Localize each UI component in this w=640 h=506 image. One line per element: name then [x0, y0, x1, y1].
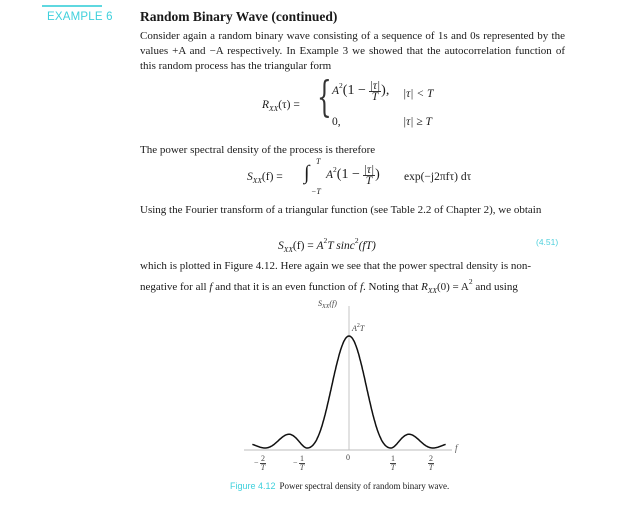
- psd-integral-lhs: $S_{XX}(f)$ =: [247, 171, 283, 185]
- figure-caption: [230, 481, 449, 491]
- psd-integrand: $A^2(1$ − $\frac{|\tau|}{T}$ ): [326, 164, 380, 187]
- integral-sign: ∫: [304, 162, 310, 184]
- integral-upper-limit: T: [316, 157, 321, 166]
- psd-kernel: exp(−j2πfτ) dτ: [404, 171, 472, 183]
- tick-zero: 0: [346, 453, 350, 462]
- integral-lower-limit: −T: [311, 187, 321, 196]
- autocorr-case2-value: 0,: [332, 116, 341, 128]
- figure-number: Figure 4.12: [230, 481, 276, 491]
- peak-label: $A^2T$: [352, 323, 365, 333]
- tick-neg-1-over-T: − 1 T: [293, 454, 305, 472]
- fourier-paragraph: Using the Fourier transform of a triangular function (see Table 2.2 of Chapter 2), we obtain: [140, 204, 542, 216]
- intro-paragraph: Consider again a random binary wave consisting of a sequence of 1s and 0s represented by the values +A and −A respectively. In Example 3 we showed that the autocorrelation function of this random process has the triangular form: [140, 30, 565, 72]
- y-axis-label: $S_{XX}(f)$: [318, 299, 337, 310]
- x-axis-label: f: [455, 443, 458, 453]
- tick-neg-2-over-T: − 2 T: [254, 454, 266, 472]
- autocorr-lhs: $R_{XX}(\tau)$ =: [262, 99, 300, 113]
- conclusion-line-2: negative for all f and that it is an even function of f. Noting that $R_{XX}(0) = A^2$ and using: [140, 277, 518, 295]
- tick-1-over-T: 1 T: [390, 454, 396, 472]
- autocorr-case1: $A^2(1$ − $\frac{|\tau|}{T}$ ),: [332, 80, 390, 103]
- example-label: EXAMPLE 6: [47, 11, 113, 23]
- tick-2-over-T: 2 T: [428, 454, 434, 472]
- caption-text: Power spectral density of random binary wave.: [279, 481, 450, 491]
- autocorr-case1-condition: |τ| < T: [403, 88, 434, 100]
- equation-number: (4.51): [536, 237, 559, 247]
- conclusion-line-1: which is plotted in Figure 4.12. Here again we see that the power spectral density is non-: [140, 260, 532, 272]
- cases-brace: {: [317, 72, 332, 121]
- psd-result-equation: $S_{XX}(f) = A^2T$ sinc$^2$(fT): [278, 236, 376, 254]
- example-title: Random Binary Wave (continued): [140, 9, 338, 24]
- tau-over-T-fraction: $\frac{|\tau|}{T}$: [369, 80, 381, 103]
- psd-intro-paragraph: The power spectral density of the process is therefore: [140, 144, 376, 156]
- autocorr-case2-condition: |τ| ≥ T: [403, 116, 432, 128]
